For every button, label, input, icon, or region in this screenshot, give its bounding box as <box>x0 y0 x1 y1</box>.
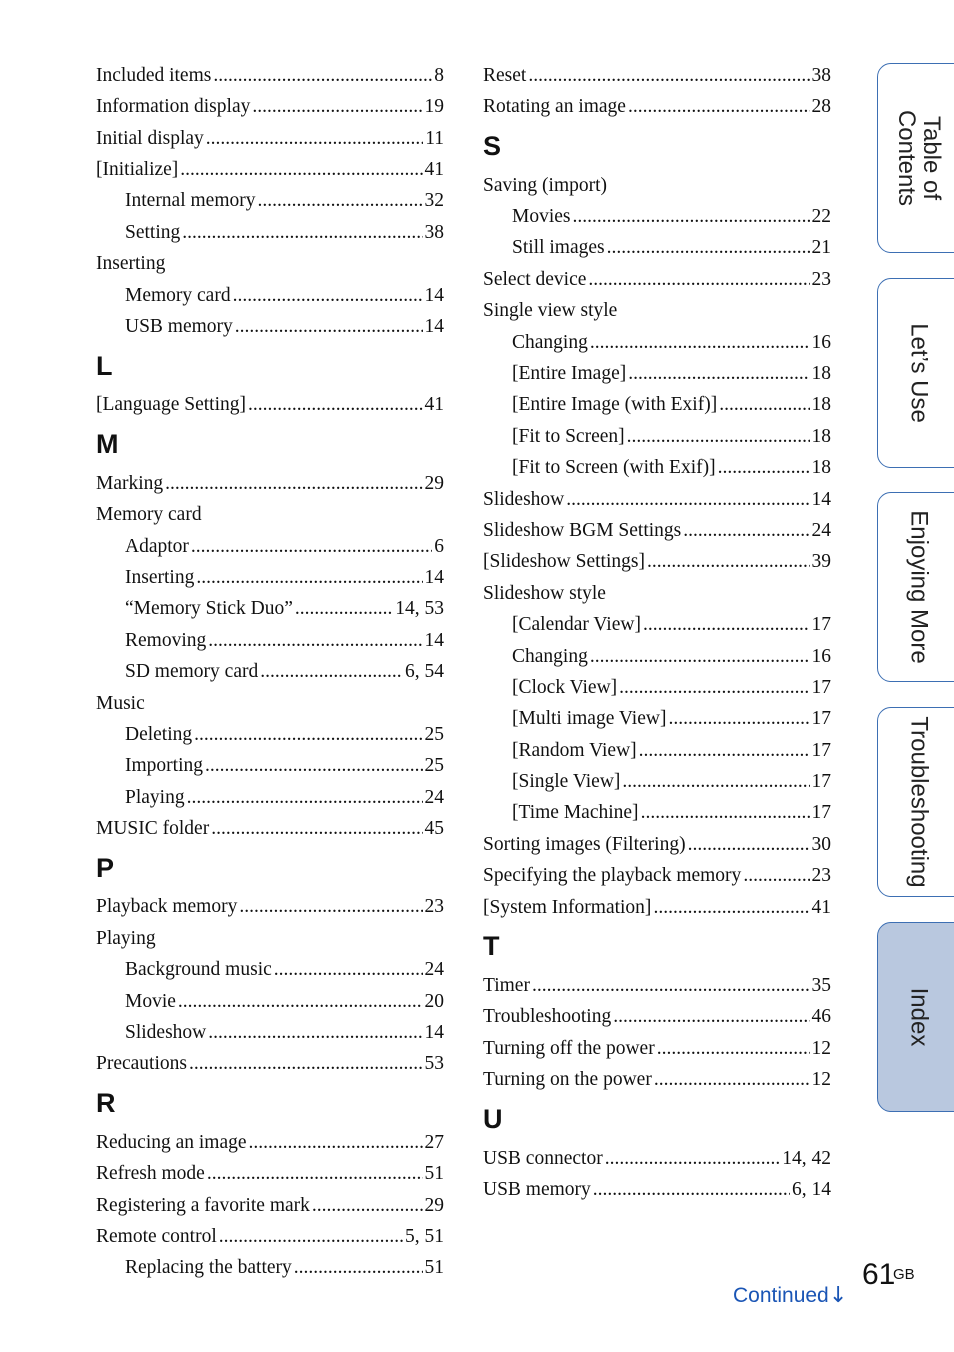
index-entry[interactable] <box>96 886 444 917</box>
index-entry[interactable] <box>96 556 444 587</box>
index-entry-term: Changing <box>512 645 588 667</box>
index-entry-page[interactable]: 6, 14 <box>792 1179 831 1200</box>
index-entry-term: [Time Machine] <box>512 802 639 824</box>
down-arrow-icon[interactable]: ↓ <box>829 1283 848 1308</box>
dot-leader <box>312 1196 423 1216</box>
dot-leader <box>187 788 423 808</box>
index-entry-term: Playing <box>96 927 156 949</box>
index-entry-page[interactable]: 23 <box>811 268 831 290</box>
index-entry-term: Replacing the battery <box>125 1257 292 1279</box>
index-entry-term: Playing <box>125 786 185 808</box>
index-entry[interactable] <box>483 1137 831 1168</box>
index-entry-term: Single view style <box>483 300 618 322</box>
index-entry-term: Reducing an image <box>96 1131 247 1153</box>
index-entry[interactable] <box>96 274 444 305</box>
index-entry[interactable] <box>483 823 831 854</box>
tab-index-label: Index <box>905 987 933 1047</box>
index-entry-term: Refresh mode <box>96 1163 205 1185</box>
index-entry-term: Deleting <box>125 723 193 745</box>
index-entry-term: [System Information] <box>483 896 652 918</box>
index-entry-page[interactable]: 28 <box>811 96 831 118</box>
index-entry-term: USB memory <box>125 316 233 338</box>
index-entry-term: Movie <box>125 990 176 1012</box>
index-entry-term: Registering a favorite mark <box>96 1194 310 1216</box>
dot-leader <box>654 1070 810 1090</box>
index-entry-page[interactable]: 39 <box>811 551 831 573</box>
index-entry-page[interactable]: 18 <box>811 363 831 385</box>
index-entry[interactable] <box>96 650 444 681</box>
index-entry-term: Slideshow <box>483 488 565 510</box>
index-entry[interactable] <box>483 697 831 728</box>
index-entry-term: Slideshow style <box>483 582 606 604</box>
index-entry-term: Saving (import) <box>483 174 608 196</box>
index-entry-page[interactable]: 24 <box>424 786 444 808</box>
index-entry-page[interactable]: 14 <box>424 316 444 338</box>
index-entry-term: USB memory <box>483 1179 591 1200</box>
index-entry-page[interactable]: 14, 53 <box>395 598 444 620</box>
dot-leader <box>719 395 809 415</box>
index-entry-page[interactable]: 38 <box>424 221 444 243</box>
index-entry[interactable] <box>96 1247 444 1278</box>
page-suffix: GB <box>893 1266 915 1283</box>
index-entry[interactable] <box>96 1184 444 1215</box>
index-entry-term: [Fit to Screen] <box>512 425 625 447</box>
index-entry-page[interactable]: 16 <box>811 645 831 667</box>
index-entry-term: Inserting <box>125 566 195 588</box>
index-entry <box>483 572 831 603</box>
index-letter-heading: S <box>483 130 502 161</box>
index-entry-term: Changing <box>512 331 588 353</box>
index-entry-page[interactable]: 51 <box>424 1257 444 1279</box>
index-entry-term: Removing <box>125 629 207 651</box>
dot-leader <box>619 678 809 698</box>
index-entry[interactable] <box>483 384 831 415</box>
dot-leader <box>532 976 810 996</box>
index-entry-term: Sorting images (Filtering) <box>483 833 686 855</box>
index-entry-term: [Fit to Screen (with Exif)] <box>512 457 716 479</box>
index-entry[interactable] <box>96 587 444 618</box>
index-entry-page[interactable]: 17 <box>811 708 831 730</box>
index-entry-term: [Single View] <box>512 771 621 793</box>
index-letter-heading: U <box>483 1103 503 1134</box>
index-entry[interactable] <box>483 996 831 1027</box>
index-entry[interactable] <box>96 776 444 807</box>
index-entry-page[interactable]: 18 <box>811 394 831 416</box>
dot-leader <box>208 631 422 651</box>
index-entry-term: Still images <box>512 237 605 259</box>
dot-leader <box>593 1180 790 1200</box>
dot-leader <box>590 647 810 667</box>
index-entry-term: Slideshow <box>125 1022 207 1044</box>
index-entry-term: [Language Setting] <box>96 394 246 416</box>
index-entry-page[interactable]: 24 <box>811 519 831 541</box>
dot-leader <box>627 427 810 447</box>
index-entry-page[interactable]: 12 <box>811 1069 831 1091</box>
index-entry-term: USB connector <box>483 1147 603 1169</box>
index-entry[interactable] <box>96 713 444 744</box>
index-entry-term: Music <box>96 692 145 714</box>
index-entry-page[interactable]: 18 <box>811 457 831 479</box>
index-entry-page[interactable]: 16 <box>811 331 831 353</box>
index-entry[interactable] <box>96 807 444 838</box>
index-entry[interactable] <box>483 321 831 352</box>
index-entry-term: SD memory card <box>125 661 259 683</box>
dot-leader <box>252 97 422 117</box>
index-entry[interactable] <box>483 760 831 791</box>
index-entry-page[interactable]: 38 <box>811 64 831 86</box>
index-entry[interactable] <box>96 305 444 336</box>
index-entry[interactable] <box>96 525 444 556</box>
index-entry[interactable] <box>96 1215 444 1246</box>
index-entry-term: Included items <box>96 64 212 86</box>
index-entry-page[interactable]: 17 <box>811 614 831 636</box>
index-entry[interactable] <box>483 1027 831 1058</box>
index-entry[interactable] <box>483 1058 831 1089</box>
index-entry-term: Rotating an image <box>483 96 626 118</box>
index-entry-page[interactable]: 5, 51 <box>405 1226 444 1247</box>
index-entry-page[interactable]: 18 <box>811 425 831 447</box>
tab-table-of-contents[interactable] <box>877 63 954 253</box>
index-entry[interactable] <box>483 478 831 509</box>
index-entry[interactable] <box>483 729 831 760</box>
tab-lets-use[interactable] <box>877 278 954 468</box>
dot-leader <box>528 66 809 86</box>
index-entry[interactable] <box>96 1043 444 1074</box>
index-entry[interactable] <box>483 415 831 446</box>
index-entry-term: Slideshow BGM Settings <box>483 519 682 541</box>
index-entry-page[interactable]: 14, 42 <box>782 1147 831 1169</box>
tab-enjoying-more-label: Enjoying More <box>905 510 933 664</box>
index-entry-term: Movies <box>512 206 571 228</box>
dot-leader <box>260 662 403 682</box>
index-entry-term: Internal memory <box>125 190 256 212</box>
index-entry[interactable] <box>483 666 831 697</box>
index-entry-page[interactable]: 14 <box>424 284 444 306</box>
index-entry[interactable] <box>96 1121 444 1152</box>
dot-leader <box>191 537 432 557</box>
index-entry-term: Troubleshooting <box>483 1006 612 1028</box>
index-entry <box>96 917 444 948</box>
dot-leader <box>590 333 810 353</box>
index-entry-page[interactable]: 14 <box>424 566 444 588</box>
index-entry-term: Marking <box>96 472 164 494</box>
dot-leader <box>235 317 423 337</box>
index-entry[interactable] <box>483 792 831 823</box>
index-entry-page[interactable]: 25 <box>424 723 444 745</box>
dot-leader <box>213 66 432 86</box>
index-entry-page[interactable]: 17 <box>811 676 831 698</box>
index-entry-term: [Multi image View] <box>512 708 667 730</box>
index-entry[interactable] <box>96 85 444 116</box>
index-entry-page[interactable]: 20 <box>424 990 444 1012</box>
dot-leader <box>295 599 393 619</box>
index-entry-term: Adaptor <box>125 535 189 557</box>
index-entry-page[interactable]: 17 <box>811 802 831 824</box>
index-entry-page[interactable]: 25 <box>424 755 444 777</box>
index-entry-page[interactable]: 21 <box>811 237 831 259</box>
index-entry-term: [Calendar View] <box>512 614 641 636</box>
index-entry[interactable] <box>483 446 831 477</box>
dot-leader <box>718 458 810 478</box>
index-entry-page[interactable]: 19 <box>424 96 444 118</box>
dot-leader <box>683 521 809 541</box>
tab-lets-use-label: Let’s Use <box>905 323 933 423</box>
index-entry[interactable] <box>483 886 831 917</box>
dot-leader <box>189 1054 423 1074</box>
index-entry[interactable] <box>483 635 831 666</box>
dot-leader <box>643 615 810 635</box>
dot-leader <box>628 364 809 384</box>
index-entry-page[interactable]: 6 <box>434 535 444 557</box>
index-entry[interactable] <box>96 980 444 1011</box>
index-entry-page[interactable]: 24 <box>424 959 444 981</box>
index-entry-page[interactable]: 17 <box>811 771 831 793</box>
dot-leader <box>208 1023 422 1043</box>
dot-leader <box>628 97 810 117</box>
index-entry <box>483 164 831 195</box>
dot-leader <box>233 286 423 306</box>
index-entry-page[interactable]: 29 <box>424 1194 444 1216</box>
index-letter-heading: P <box>96 852 115 883</box>
dot-leader <box>196 568 422 588</box>
index-entry <box>96 493 444 524</box>
dot-leader <box>653 898 809 918</box>
index-entry-page[interactable]: 29 <box>424 472 444 494</box>
dot-leader <box>249 1133 423 1153</box>
dot-leader <box>178 992 423 1012</box>
index-entry[interactable] <box>96 384 444 415</box>
index-entry[interactable] <box>96 744 444 775</box>
tab-table-of-contents-label: Table of Contents <box>893 109 946 207</box>
dot-leader <box>668 709 809 729</box>
index-entry-term: [Entire Image] <box>512 363 627 385</box>
dot-leader <box>588 270 809 290</box>
dot-leader <box>274 960 423 980</box>
index-entry-term: MUSIC folder <box>96 818 210 840</box>
dot-leader <box>248 395 423 415</box>
index-entry-page[interactable]: 12 <box>811 1037 831 1059</box>
index-entry-term: Information display <box>96 96 251 118</box>
dot-leader <box>206 129 423 149</box>
index-entry-term: Reset <box>483 64 527 86</box>
index-entry-page[interactable]: 51 <box>424 1163 444 1185</box>
index-entry-term: Turning off the power <box>483 1037 655 1059</box>
dot-leader <box>258 191 423 211</box>
index-entry-page[interactable]: 41 <box>424 394 444 416</box>
dot-leader <box>182 223 422 243</box>
index-entry[interactable] <box>96 180 444 211</box>
index-entry-term: Memory card <box>125 284 231 306</box>
dot-leader <box>205 756 423 776</box>
index-entry-term: [Slideshow Settings] <box>483 551 645 573</box>
index-entry-page[interactable]: 23 <box>811 865 831 887</box>
dot-leader <box>657 1039 810 1059</box>
index-letter-heading: R <box>96 1087 116 1118</box>
index-entry[interactable] <box>483 854 831 885</box>
index-entry-page[interactable]: 11 <box>425 127 444 149</box>
index-entry-term: “Memory Stick Duo” <box>125 598 293 620</box>
index-entry-page[interactable]: 35 <box>811 975 831 997</box>
dot-leader <box>613 1007 809 1027</box>
index-entry-term: Specifying the playback memory <box>483 865 742 887</box>
index-column-left <box>96 54 444 1278</box>
dot-leader <box>207 1164 423 1184</box>
index-entry <box>96 682 444 713</box>
dot-leader <box>239 897 422 917</box>
dot-leader <box>566 490 809 510</box>
index-entry[interactable] <box>483 509 831 540</box>
index-entry-term: [Clock View] <box>512 676 618 698</box>
index-letter-heading: T <box>483 931 500 962</box>
index-letter-heading: L <box>96 350 113 381</box>
index-entry[interactable] <box>483 964 831 995</box>
dot-leader <box>211 819 422 839</box>
dot-leader <box>294 1258 423 1278</box>
index-entry-term: Setting <box>125 221 181 243</box>
index-entry-term: Memory card <box>96 504 202 526</box>
tab-index[interactable] <box>877 922 954 1112</box>
index-entry[interactable] <box>96 1011 444 1042</box>
index-entry-page[interactable]: 45 <box>424 818 444 840</box>
index-entry-page[interactable]: 23 <box>424 896 444 918</box>
index-entry-page[interactable]: 22 <box>811 206 831 228</box>
index-entry-page[interactable]: 46 <box>811 1006 831 1028</box>
index-entry-term: Select device <box>483 268 587 290</box>
index-entry[interactable] <box>483 227 831 258</box>
index-entry-term: Inserting <box>96 253 166 275</box>
index-entry-page[interactable]: 53 <box>424 1053 444 1075</box>
index-entry[interactable] <box>483 1168 831 1199</box>
index-entry[interactable] <box>96 54 444 85</box>
index-entry <box>483 289 831 320</box>
index-entry-page[interactable]: 27 <box>424 1131 444 1153</box>
dot-leader <box>688 835 810 855</box>
index-entry-term: [Entire Image (with Exif)] <box>512 394 718 416</box>
index-entry-term: Precautions <box>96 1053 187 1075</box>
index-entry[interactable] <box>483 258 831 289</box>
index-column-right <box>483 54 831 1200</box>
dot-leader <box>180 160 422 180</box>
tab-troubleshooting-label: Troubleshooting <box>905 716 933 888</box>
index-entry-term: [Random View] <box>512 739 637 761</box>
dot-leader <box>573 207 810 227</box>
index-entry-page[interactable]: 17 <box>811 739 831 761</box>
index-letter-heading: M <box>96 428 119 459</box>
page-number: 61 <box>862 1258 896 1291</box>
index-entry[interactable] <box>483 195 831 226</box>
dot-leader <box>194 725 422 745</box>
index-entry-page[interactable]: 30 <box>811 833 831 855</box>
index-entry[interactable] <box>483 54 831 85</box>
index-entry-term: [Initialize] <box>96 159 179 181</box>
index-entry-page[interactable]: 41 <box>811 896 831 918</box>
index-entry[interactable] <box>96 948 444 979</box>
index-entry[interactable] <box>96 148 444 179</box>
index-entry[interactable] <box>96 619 444 650</box>
dot-leader <box>165 474 422 494</box>
tab-troubleshooting[interactable] <box>877 707 954 897</box>
dot-leader <box>219 1227 403 1247</box>
index-entry-term: Remote control <box>96 1226 217 1247</box>
dot-leader <box>607 238 810 258</box>
index-entry-page[interactable]: 6, 54 <box>405 661 444 683</box>
index-entry[interactable] <box>483 540 831 571</box>
index-entry-page[interactable]: 14 <box>424 629 444 651</box>
index-entry[interactable] <box>483 85 831 116</box>
index-entry-term: Initial display <box>96 127 204 149</box>
dot-leader <box>622 772 809 792</box>
index-entry[interactable] <box>483 352 831 383</box>
index-entry-page[interactable]: 41 <box>424 159 444 181</box>
dot-leader <box>743 866 809 886</box>
index-entry-term: Turning on the power <box>483 1069 652 1091</box>
index-entry-page[interactable]: 8 <box>434 64 444 86</box>
index-entry-term: Background music <box>125 959 272 981</box>
index-entry-term: Timer <box>483 975 530 997</box>
index-entry-page[interactable]: 32 <box>424 190 444 212</box>
index-entry-page[interactable]: 14 <box>811 488 831 510</box>
index-entry[interactable] <box>96 1152 444 1183</box>
dot-leader <box>639 741 810 761</box>
index-entry-page[interactable]: 14 <box>424 1022 444 1044</box>
dot-leader <box>641 803 810 823</box>
index-entry-term: Importing <box>125 755 203 777</box>
index-entry-term: Playback memory <box>96 896 238 918</box>
index-entry[interactable] <box>96 211 444 242</box>
index-entry[interactable] <box>96 462 444 493</box>
dot-leader <box>647 552 810 572</box>
tab-enjoying-more[interactable] <box>877 492 954 682</box>
index-entry <box>96 242 444 273</box>
dot-leader <box>605 1149 781 1169</box>
index-entry[interactable] <box>96 117 444 148</box>
continued-link[interactable]: Continued <box>733 1284 829 1307</box>
index-entry[interactable] <box>483 603 831 634</box>
